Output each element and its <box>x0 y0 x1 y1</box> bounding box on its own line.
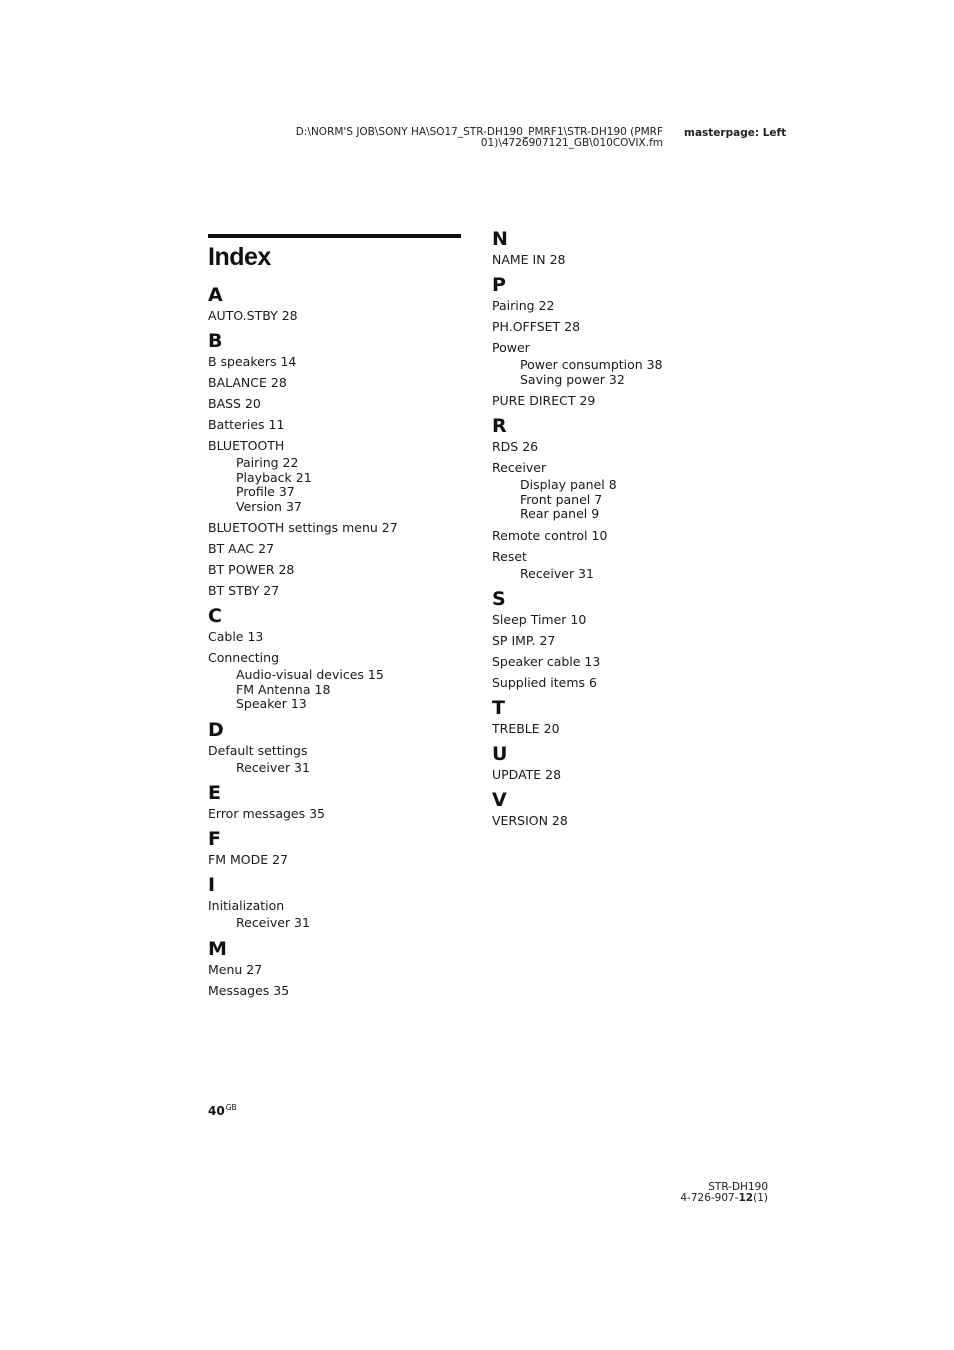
index-entry: PURE DIRECT 29 <box>492 393 596 408</box>
index-entry: Receiver <box>492 460 547 475</box>
index-entry: Default settings <box>208 742 308 758</box>
index-letter-heading: N <box>492 228 508 250</box>
file-path-line-2: 01)\4726907121_GB\010COVIX.fm <box>480 137 663 149</box>
index-subentry: Version 37 <box>236 498 302 514</box>
index-subentry: Receiver 31 <box>236 759 310 775</box>
page-number-suffix: GB <box>225 1103 237 1112</box>
file-path-line-1: D:\NORM'S JOB\SONY HA\SO17_STR-DH190_PMRF1\STR-DH190 (PMRF <box>295 126 663 138</box>
index-entry: Power <box>492 340 530 355</box>
index-entry: Connecting <box>208 650 280 665</box>
footer-model: STR-DH190 <box>708 1181 768 1193</box>
page-title: Index <box>208 243 271 271</box>
index-letter-heading: T <box>492 697 505 719</box>
index-column-right <box>492 227 752 828</box>
index-subentry: Front panel 7 <box>520 491 603 507</box>
index-letter-heading: S <box>492 588 506 610</box>
index-entry: Supplied items 6 <box>492 675 597 690</box>
index-letter-heading: I <box>208 874 216 896</box>
index-subentry: Saving power 32 <box>520 371 625 387</box>
index-column-left <box>208 283 468 998</box>
index-subentry: Audio-visual devices 15 <box>236 667 384 682</box>
page-number-value: 40 <box>208 1104 225 1118</box>
index-entry: Speaker cable 13 <box>492 654 601 669</box>
index-letter-heading: A <box>208 284 223 306</box>
index-subentry: Profile 37 <box>236 484 295 499</box>
index-letter-heading: V <box>492 789 507 811</box>
footer-code-prefix: 4-726-907- <box>680 1192 739 1204</box>
index-letter-heading: F <box>208 828 221 850</box>
index-entry: BASS 20 <box>208 396 261 411</box>
index-letter-heading: P <box>492 274 506 296</box>
index-subentry: Receiver 31 <box>520 565 594 581</box>
page-number <box>208 1103 237 1118</box>
index-subentry: Speaker 13 <box>236 696 307 711</box>
file-path-header <box>243 127 663 149</box>
index-entry: BLUETOOTH settings menu 27 <box>208 520 398 535</box>
index-entry: Initialization <box>208 898 285 913</box>
index-entry: TREBLE 20 <box>492 721 560 736</box>
index-entry: Error messages 35 <box>208 806 326 821</box>
index-letter-heading: B <box>208 330 223 352</box>
index-letter-heading: C <box>208 605 222 627</box>
index-entry: VERSION 28 <box>492 813 568 828</box>
index-entry: Cable 13 <box>208 629 264 644</box>
title-rule <box>208 234 461 238</box>
index-subentry: Rear panel 9 <box>520 506 600 521</box>
index-entry: BALANCE 28 <box>208 375 287 390</box>
index-entry: BT STBY 27 <box>208 583 280 598</box>
index-entry: Remote control 10 <box>492 527 608 543</box>
index-entry: BT AAC 27 <box>208 541 275 556</box>
index-letter-heading: E <box>208 782 221 804</box>
index-letter-heading: D <box>208 718 224 741</box>
index-entry: Sleep Timer 10 <box>492 612 587 627</box>
index-entry: B speakers 14 <box>208 354 297 369</box>
index-entry: NAME IN 28 <box>492 252 566 267</box>
index-entry: BT POWER 28 <box>208 562 295 577</box>
index-entry: AUTO.STBY 28 <box>208 308 298 323</box>
index-letter-heading: M <box>208 937 227 960</box>
document-footer <box>680 1182 768 1204</box>
index-entry: UPDATE 28 <box>492 767 562 782</box>
index-subentry: Display panel 8 <box>520 477 617 492</box>
index-subentry: FM Antenna 18 <box>236 681 331 697</box>
footer-code-bold: 12 <box>738 1192 754 1204</box>
index-entry: PH.OFFSET 28 <box>492 319 581 334</box>
index-subentry: Receiver 31 <box>236 915 310 930</box>
index-letter-heading: R <box>492 415 507 437</box>
footer-code <box>680 1193 768 1204</box>
index-entry: RDS 26 <box>492 439 539 454</box>
index-entry: BLUETOOTH <box>208 438 285 453</box>
index-subentry: Playback 21 <box>236 469 312 485</box>
masterpage-label: masterpage: Left <box>684 127 787 139</box>
footer-code-suffix: (1) <box>753 1192 768 1204</box>
index-entry: Menu 27 <box>208 961 263 977</box>
index-entry: Pairing 22 <box>492 298 555 313</box>
index-entry: FM MODE 27 <box>208 852 288 867</box>
index-letter-heading: U <box>492 743 508 765</box>
index-entry: Messages 35 <box>208 982 290 998</box>
index-subentry: Pairing 22 <box>236 455 299 470</box>
index-entry: Reset <box>492 548 527 564</box>
index-subentry: Power consumption 38 <box>520 357 663 372</box>
index-entry: SP IMP. 27 <box>492 633 556 648</box>
index-entry: Batteries 11 <box>208 417 285 432</box>
